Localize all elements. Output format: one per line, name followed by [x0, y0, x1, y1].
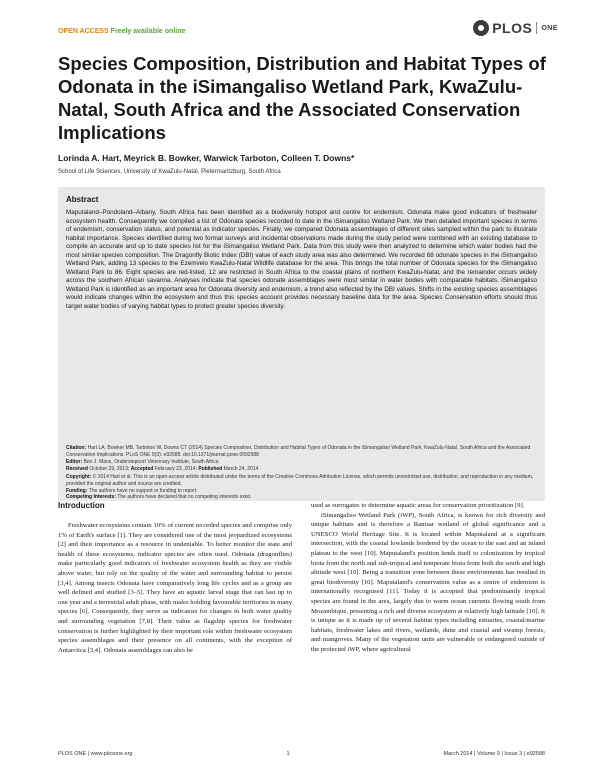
logo-separator [536, 22, 537, 34]
intro-left-column [58, 521, 292, 655]
copyright-text: © 2014 Hart et al. This is an open-access article distributed under the terms of the Creative Commons Attribution License, which permits unrestricted use, distribution, and reproduction in any medium, provided the original author and source are credited. [66, 474, 534, 487]
intro-paragraph-continued: used as surrogates to determine aquatic areas for conservation prioritization [9]. [311, 502, 525, 509]
intro-paragraph-1: Freshwater ecosystems contain 10% of current recorded species and comprise only 1% of Earth's surface [1]. They are considered one of the most jeopardized ecosystems [2] and their importance as a resource in undeniable. To better monitor the state and health of these ecosystems, indicator species are often used. Odonata (dragonflies) make particularly good indicators of freshwater ecosystem health as they are visible above water, but rely on the quality of the water and surrounding habitat to persist [3,4]. Among insects Odonata have comparatively long life cycles and as a group are well defined and studied [3–5]. They have an aquatic larval stage that can last up to one year and a terrestrial adult phase, with males holding favourable territories in many species [6]. Consequently, they serve as indicators for changes in both water quality and surrounding vegetation [7,8]. Their value as flagship species for freshwater conservation is further highlighted by their important role within freshwater ecosystem species assemblages and their presence on all continents, with the exception of Antarctica [3,4]. Odonata assemblages can also be [58, 522, 292, 654]
citation-label: Citation: [66, 445, 87, 451]
freely-available-label: Freely available online [110, 28, 186, 35]
abstract-text: Maputaland–Pondoland–Albany, South Africa has been identified as a biodiversity hotspot and centre for endemism. Odonata make good indicators of freshwater ecosystem health. Consequently we compiled a list of Odonata species recorded to date in the iSimangaliso Wetland Park. We then detailed important species in terms of endemism, conservation status, and potential as indicator species. Finally, we compared Odonata assemblages of different sites sampled within the park to illustrate habitat importance. Species identified during two formal surveys and incidental observations made during the study period were combined with an existing database to compile an accurate and up to date species list for the iSimangaliso Wetland Park. Data from this study were then analyzed to determine which water bodies had the most similar species composition. The Dragonfly Biotic Index (DBI) value of each study area was also determined. We recorded 68 odonate species in the iSimangaliso Wetland Park, adding 13 species to the Ezemvelo KwaZulu-Natal Wildlife database for the area. This brings the total number of Odonata species for the iSimangaliso Wetland Park to 86. Eight species are red-listed, 12 are restricted in South Africa to the coastal plains of northern KwaZulu-Natal, and the remainder occurs widely across the southern African savanna. Analyses indicate that species odonate assemblages were most similar in water bodies with comparable habitats. iSimangaliso Wetland Park is identified as an important area for Odonata diversity and endemism, a trend also reflected by the DBI values. Shifts in the existing species assemblages would indicate changes within the ecosystem and thus this species account provides necessary baseline data for the area. Species Conservation efforts should thus target water bodies of varying habitat types to protect greater species diversity. [66, 209, 537, 310]
copyright [66, 474, 541, 488]
open-access-banner [58, 28, 185, 35]
page-header [0, 0, 600, 50]
funding-label: Funding: [66, 488, 88, 494]
dates [66, 466, 541, 473]
received-date: October 29, 2013; [89, 466, 130, 472]
affiliation: School of Life Sciences, University of KwaZulu-Natal, Pietermaritzburg, South Africa [58, 169, 281, 175]
abstract-heading: Abstract [66, 195, 99, 204]
page-footer [58, 751, 545, 757]
competing-text: The authors have declared that no competing interests exist. [117, 494, 252, 500]
citation [66, 445, 541, 459]
footer-page-number: 1 [286, 751, 290, 757]
article-title: Species Composition, Distribution and Habitat Types of Odonata in the iSimangaliso Wetland Park, KwaZulu-Natal, South Africa and the Associated Conservation Implications [58, 53, 546, 143]
received-label: Received [66, 466, 88, 472]
abstract-box [58, 187, 545, 443]
editor-label: Editor: [66, 459, 83, 465]
copyright-label: Copyright: [66, 474, 92, 480]
competing-label: Competing Interests: [66, 494, 117, 500]
intro-paragraph-2: iSimangaliso Wetland Park (iWP), South Africa, is known for rich diversity and unique habitats and is therefore a Ramsar wetland of global significance and a UNESCO World Heritage Site. It is located within Maputaland at a significant intersection, with the coastal lowlands bordered by the ocean to the east and an inland plateau to the west [10]. Maputaland's position lends itself to colonization by tropical biota from the north and sub-tropical and temperate biota from both the south and high altitude west [10]. Being a transition zone between these environments has resulted in great biodiversity [10]. Maputaland's conservation value as a centre of endemism is internationally recognised [11]. Today it is accepted that predominantly tropical species are found in the area, largely due to warm ocean currents flowing south from Mozambique, presenting a rich and diverse ecosystem at relatively high latitude [10]. It is unique as it is made up of several habitat types including estuaries, coastal/marine habitats, freshwater lakes and rivers, wetlands, dune and coastal and swamp forests, and mangroves. Many of the vegetation units are vulnerable or endangered outside of the protected iWP, where agricultural [311, 511, 545, 653]
plos-logo-suffix: ONE [541, 24, 558, 32]
footer-journal: PLOS ONE | www.plosone.org [58, 751, 133, 757]
footer-issue: March 2014 | Volume 9 | Issue 3 | e92588 [443, 751, 545, 757]
accepted-label: Accepted [130, 466, 154, 472]
competing-interests [66, 494, 541, 501]
published-date: March 24, 2014 [223, 466, 259, 472]
accepted-date: February 23, 2014; [154, 466, 197, 472]
access-label: ACCESS [79, 28, 109, 35]
plos-one-logo [473, 20, 558, 36]
introduction-heading: Introduction [58, 501, 105, 510]
intro-right-column [311, 501, 545, 655]
open-label: OPEN [58, 28, 78, 35]
author-list: Lorinda A. Hart, Meyrick B. Bowker, Warwick Tarboton, Colleen T. Downs* [58, 153, 355, 163]
editor-text: Ben J. Mans, Onderstepoort Veterinary Institute, South Africa [83, 459, 219, 465]
citation-text: Hart LA, Bowker MB, Tarboton W, Downs CT (2014) Species Composition, Distribution and Habitat Types of Odonata in the iSimangaliso Wetland Park, KwaZulu-Natal, South Africa and the Associated Conservation Implications. PLoS ONE 9(3): e92588. doi:10.1371/journal.pone.0092588 [66, 445, 531, 458]
plos-logo-text: PLOS [492, 20, 533, 36]
editor [66, 459, 541, 466]
plos-logo-icon [473, 20, 489, 36]
funding-text: The authors have no support or funding to report. [88, 488, 198, 494]
published-label: Published [198, 466, 223, 472]
